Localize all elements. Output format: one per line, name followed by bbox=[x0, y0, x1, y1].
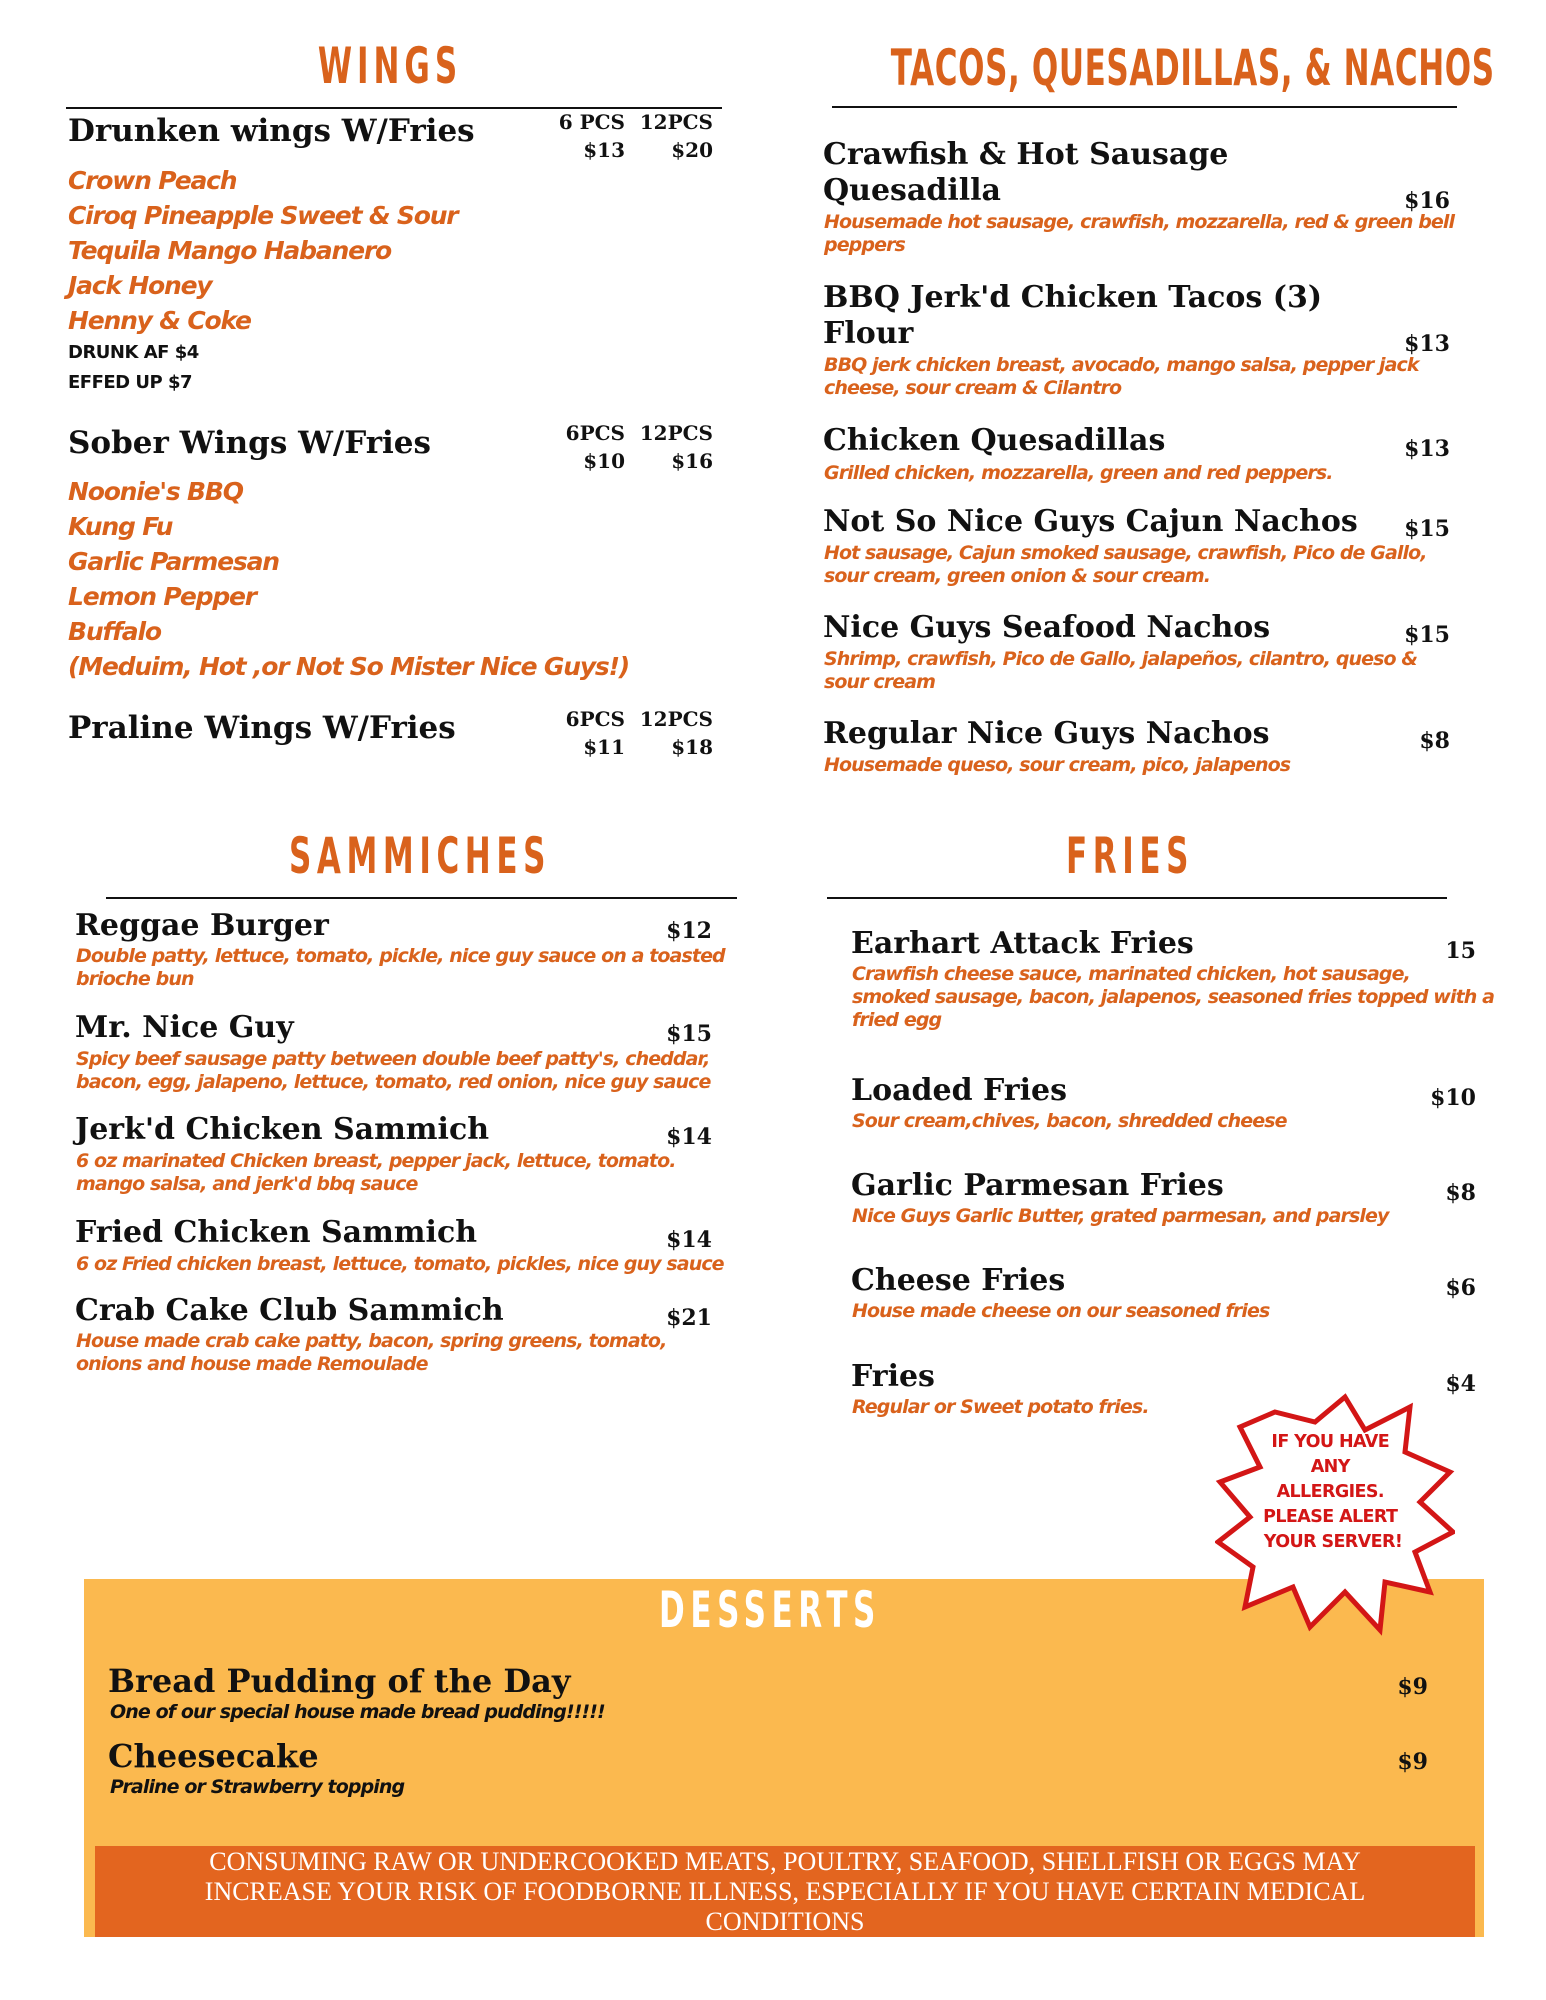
fries-item-description: Nice Guys Garlic Butter, grated parmesan, and parsley bbox=[852, 1205, 1389, 1227]
flavor-item: (Meduim, Hot ,or Not So Mister Nice Guys!) bbox=[68, 652, 630, 681]
taco-item-description: Hot sausage, Cajun smoked sausage, crawfish, Pico de Gallo, sour cream, green onion & sour cream. bbox=[824, 542, 1427, 588]
sammich-item-price: $15 bbox=[666, 1021, 712, 1047]
flavor-item: Lemon Pepper bbox=[68, 582, 256, 611]
fries-item-name: Cheese Fries bbox=[851, 1263, 1066, 1298]
flavor-item: Garlic Parmesan bbox=[68, 547, 279, 576]
sober-wings-prices: 6PCS $10 bbox=[565, 421, 625, 473]
taco-item-description: Grilled chicken, mozzarella, green and red peppers. bbox=[824, 462, 1333, 484]
sammich-item-description: Double patty, lettuce, tomato, pickle, nice guy sauce on a toasted brioche bun bbox=[76, 945, 725, 991]
sammich-item-price: $21 bbox=[666, 1305, 712, 1331]
taco-item-description: BBQ jerk chicken breast, avocado, mango salsa, pepper jack cheese, sour cream & Cilantro bbox=[824, 354, 1419, 400]
sammich-item-name: Jerk'd Chicken Sammich bbox=[75, 1112, 490, 1147]
fries-heading: FRIES bbox=[1066, 827, 1194, 885]
sammich-item-price: $14 bbox=[666, 1227, 712, 1253]
wings-heading: WINGS bbox=[317, 37, 463, 95]
flavor-item: Noonie's BBQ bbox=[68, 477, 243, 506]
fries-item-description: Sour cream,chives, bacon, shredded cheese bbox=[852, 1110, 1287, 1132]
fries-item-name: Fries bbox=[851, 1359, 935, 1394]
sober-flavor-list bbox=[68, 474, 629, 684]
fries-item-price: $10 bbox=[1430, 1085, 1476, 1111]
dessert-item-price: $9 bbox=[1397, 1749, 1428, 1775]
fries-item-price: $6 bbox=[1445, 1275, 1476, 1301]
sammich-item-price: $12 bbox=[666, 918, 712, 944]
praline-wings-name: Praline Wings W/Fries bbox=[68, 710, 456, 746]
taco-item-name: BBQ Jerk'd Chicken Tacos (3) Flour bbox=[823, 280, 1323, 351]
drunken-wings-prices-large: 12PCS $20 bbox=[639, 110, 713, 162]
desserts-heading: DESSERTS bbox=[659, 1581, 881, 1639]
taco-item-price: $8 bbox=[1419, 728, 1450, 754]
praline-wings-prices: 6PCS $11 bbox=[565, 707, 625, 759]
sammich-item-description: House made crab cake patty, bacon, spring greens, tomato, onions and house made Remoulade bbox=[76, 1330, 667, 1376]
taco-item-name: Crawfish & Hot Sausage Quesadilla bbox=[823, 137, 1229, 208]
extra-heat-option: EFFED UP $7 bbox=[68, 372, 193, 393]
fries-item-name: Earhart Attack Fries bbox=[851, 926, 1194, 961]
sammiches-heading: SAMMICHES bbox=[289, 827, 551, 885]
flavor-item: Henny & Coke bbox=[68, 306, 251, 335]
flavor-item: Tequila Mango Habanero bbox=[68, 236, 391, 265]
taco-item-price: $13 bbox=[1404, 331, 1450, 357]
allergy-alert-text: IF YOU HAVE ANY ALLERGIES. PLEASE ALERT YOUR SERVER! bbox=[1263, 1432, 1403, 1552]
fries-item-description: House made cheese on our seasoned fries bbox=[852, 1300, 1270, 1322]
sammich-item-description: Spicy beef sausage patty between double beef patty's, cheddar, bacon, egg, jalapeno, lettuce, tomato, red onion, nice guy sauce bbox=[76, 1048, 711, 1094]
fries-item-price: $8 bbox=[1445, 1180, 1476, 1206]
taco-item-name: Not So Nice Guys Cajun Nachos bbox=[823, 504, 1358, 539]
tacos-rule bbox=[832, 106, 1457, 108]
drunken-wings-prices: 6 PCS $13 bbox=[558, 110, 625, 162]
sober-wings-name: Sober Wings W/Fries bbox=[68, 425, 431, 461]
sammiches-rule bbox=[106, 897, 737, 899]
extra-heat-option: DRUNK AF $4 bbox=[68, 342, 199, 363]
flavor-item: Jack Honey bbox=[68, 271, 212, 300]
taco-item-description: Housemade hot sausage, crawfish, mozzarella, red & green bell peppers bbox=[824, 211, 1455, 257]
fries-item-name: Garlic Parmesan Fries bbox=[851, 1168, 1224, 1203]
fries-item-description: Crawfish cheese sauce, marinated chicken, hot sausage, smoked sausage, bacon, jalapenos, seasoned fries topped with a fried egg bbox=[852, 963, 1495, 1032]
taco-item-description: Housemade queso, sour cream, pico, jalapenos bbox=[824, 754, 1291, 776]
dessert-item-description: One of our special house made bread pudding!!!!! bbox=[110, 1701, 605, 1723]
flavor-item: Ciroq Pineapple Sweet & Sour bbox=[68, 201, 458, 230]
fries-item-price: $4 bbox=[1445, 1371, 1476, 1397]
sammich-item-name: Crab Cake Club Sammich bbox=[75, 1293, 504, 1328]
taco-item-price: $15 bbox=[1404, 516, 1450, 542]
drunken-wings-name: Drunken wings W/Fries bbox=[68, 113, 475, 149]
sammich-item-name: Mr. Nice Guy bbox=[75, 1010, 294, 1045]
taco-item-price: $13 bbox=[1404, 436, 1450, 462]
praline-wings-prices-large: 12PCS $18 bbox=[639, 707, 713, 759]
fries-item-name: Loaded Fries bbox=[851, 1073, 1067, 1108]
taco-item-name: Nice Guys Seafood Nachos bbox=[823, 610, 1271, 645]
dessert-item-description: Praline or Strawberry topping bbox=[110, 1776, 405, 1798]
fries-item-price: 15 bbox=[1445, 938, 1476, 964]
foodborne-illness-warning: CONSUMING RAW OR UNDERCOOKED MEATS, POULTRY, SEAFOOD, SHELLFISH OR EGGS MAY INCREASE YOUR RISK OF FOODBORNE ILLNESS, ESPECIALLY IF YOU HAVE CERTAIN MEDICAL CONDITIONS bbox=[95, 1846, 1475, 1937]
sammich-item-name: Reggae Burger bbox=[75, 908, 329, 943]
sober-wings-prices-large: 12PCS $16 bbox=[639, 421, 713, 473]
dessert-item-name: Cheesecake bbox=[108, 1737, 319, 1775]
taco-item-name: Chicken Quesadillas bbox=[823, 423, 1166, 458]
sammich-item-price: $14 bbox=[666, 1124, 712, 1150]
drunken-flavor-list bbox=[68, 163, 457, 398]
sammich-item-description: 6 oz marinated Chicken breast, pepper jack, lettuce, tomato. mango salsa, and jerk'd bbq sauce bbox=[76, 1150, 676, 1196]
flavor-item: Crown Peach bbox=[68, 166, 237, 195]
taco-item-price: $15 bbox=[1404, 622, 1450, 648]
fries-item-description: Regular or Sweet potato fries. bbox=[852, 1396, 1149, 1418]
taco-item-price: $16 bbox=[1404, 188, 1450, 214]
taco-item-name: Regular Nice Guys Nachos bbox=[823, 716, 1270, 751]
dessert-item-price: $9 bbox=[1397, 1674, 1428, 1700]
flavor-item: Buffalo bbox=[68, 617, 161, 646]
tacos-heading: TACOS, QUESADILLAS, & NACHOS bbox=[890, 39, 1495, 97]
sammich-item-name: Fried Chicken Sammich bbox=[75, 1215, 478, 1250]
dessert-item-name: Bread Pudding of the Day bbox=[108, 1662, 571, 1700]
fries-rule bbox=[827, 897, 1447, 899]
flavor-item: Kung Fu bbox=[68, 512, 173, 541]
taco-item-description: Shrimp, crawfish, Pico de Gallo, jalapeños, cilantro, queso & sour cream bbox=[824, 648, 1418, 694]
sammich-item-description: 6 oz Fried chicken breast, lettuce, tomato, pickles, nice guy sauce bbox=[76, 1253, 724, 1275]
allergy-alert-burst bbox=[1215, 1392, 1455, 1637]
